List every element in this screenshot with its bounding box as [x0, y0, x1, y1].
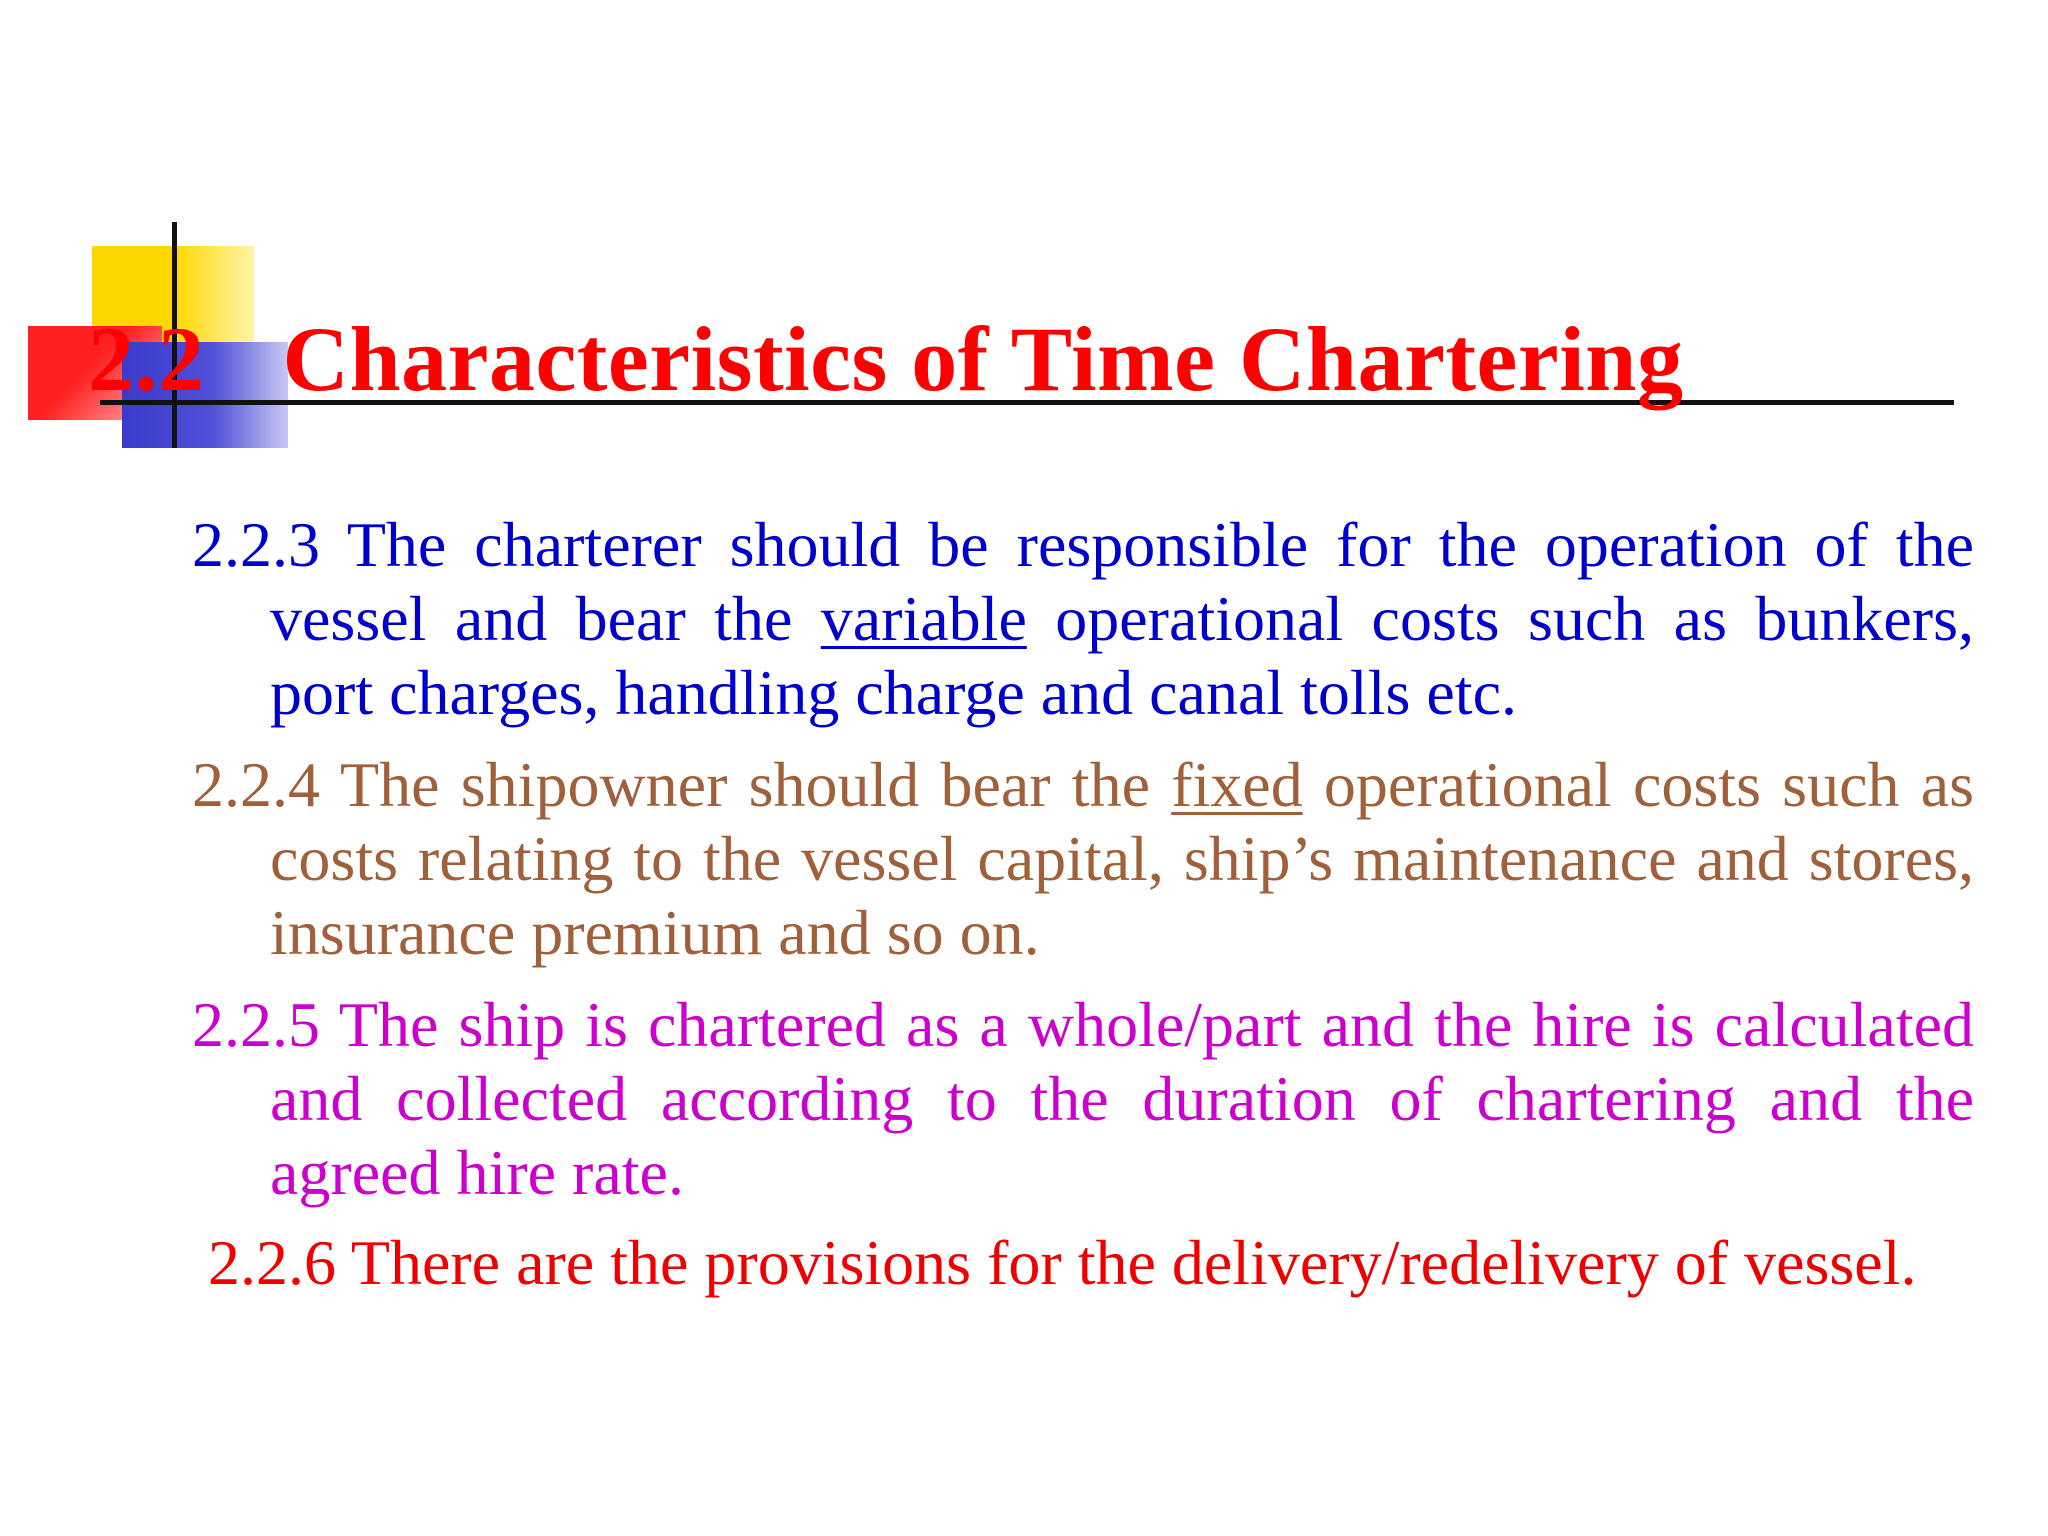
item-text-after: operational costs such as costs relating to the vessel capital, ship’s maintenance and stores, insurance premium and so on. [270, 749, 1974, 968]
item-number: 2.2.4 [192, 749, 320, 820]
item-text-before: The shipowner should bear the [340, 749, 1150, 820]
item-underlined-term: variable [820, 583, 1027, 654]
list-item-2-2-4 [192, 748, 1974, 970]
list-item-2-2-6 [208, 1226, 1926, 1300]
item-text-after: operational costs such as bunkers, port charges, handling charge and canal tolls etc. [270, 583, 1974, 728]
list-item-2-2-3 [192, 508, 1974, 730]
item-number: 2.2.3 [192, 509, 320, 580]
title-number: 2.2 [88, 308, 205, 410]
item-number: 2.2.6 [208, 1227, 336, 1298]
item-text-before: The charterer should be responsible for the operation of the vessel and bear the [270, 509, 1975, 654]
title-text: Characteristics of Time Chartering [282, 308, 1684, 410]
item-text: There are the provisions for the delivery/redelivery of vessel. [350, 1227, 1917, 1298]
slide-title [88, 300, 1788, 418]
item-number: 2.2.5 [192, 989, 320, 1060]
item-underlined-term: fixed [1171, 749, 1303, 820]
item-text: The ship is chartered as a whole/part and the hire is calculated and collected according to the duration of chartering and the agreed hire rate. [270, 989, 1975, 1208]
list-item-2-2-5 [192, 988, 1974, 1210]
